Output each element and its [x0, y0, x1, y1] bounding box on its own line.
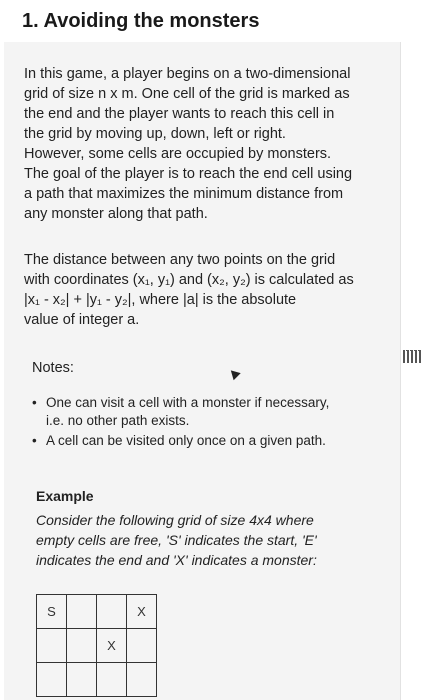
resize-handle-icon[interactable] [403, 350, 421, 363]
note-item: • One can visit a cell with a monster if necessary, i.e. no other path exists. [46, 394, 376, 430]
example-text: Consider the following grid of size 4x4 where empty cells are free, 'S' indicates the start, 'E' indicates the end and 'X' indicates a monster: [36, 512, 317, 568]
grid-cell [67, 595, 97, 629]
grid-cell: X [97, 629, 127, 663]
grid-cell: X [127, 595, 157, 629]
panel-divider[interactable] [400, 42, 422, 700]
grid-cell [37, 629, 67, 663]
problem-page [4, 0, 422, 700]
grid-cell [97, 595, 127, 629]
example-grid [36, 594, 157, 697]
grid-cell [127, 663, 157, 697]
grid-cell [37, 663, 67, 697]
example-title: Example [36, 488, 94, 504]
page-title: 1. Avoiding the monsters [22, 10, 260, 32]
grid-cell [67, 629, 97, 663]
header [4, 0, 422, 43]
mouse-cursor-icon [227, 367, 240, 380]
notes-label: Notes: [32, 360, 74, 376]
problem-statement [4, 42, 400, 700]
grid-cell [127, 629, 157, 663]
grid-cell: S [37, 595, 67, 629]
note-item: • A cell can be visited only once on a given path. [46, 432, 376, 450]
grid-cell [67, 663, 97, 697]
grid-cell [97, 663, 127, 697]
intro-paragraph: In this game, a player begins on a two-dimensional grid of size n x m. One cell of the grid is marked as the end and the player wants to reach this cell in the grid by moving up, down, left or right. However, some cells are occupied by monsters. The goal of the player is to reach the end cell using a path that maximizes the minimum distance from any monster along that path. [24, 66, 353, 222]
distance-paragraph: The distance between any two points on the grid with coordinates (x₁, y₁) and (x₂, y₂) is calculated as |x₁ - x₂| + |y₁ - y₂|, where |a| is the absolute value of integer a. [24, 252, 354, 328]
